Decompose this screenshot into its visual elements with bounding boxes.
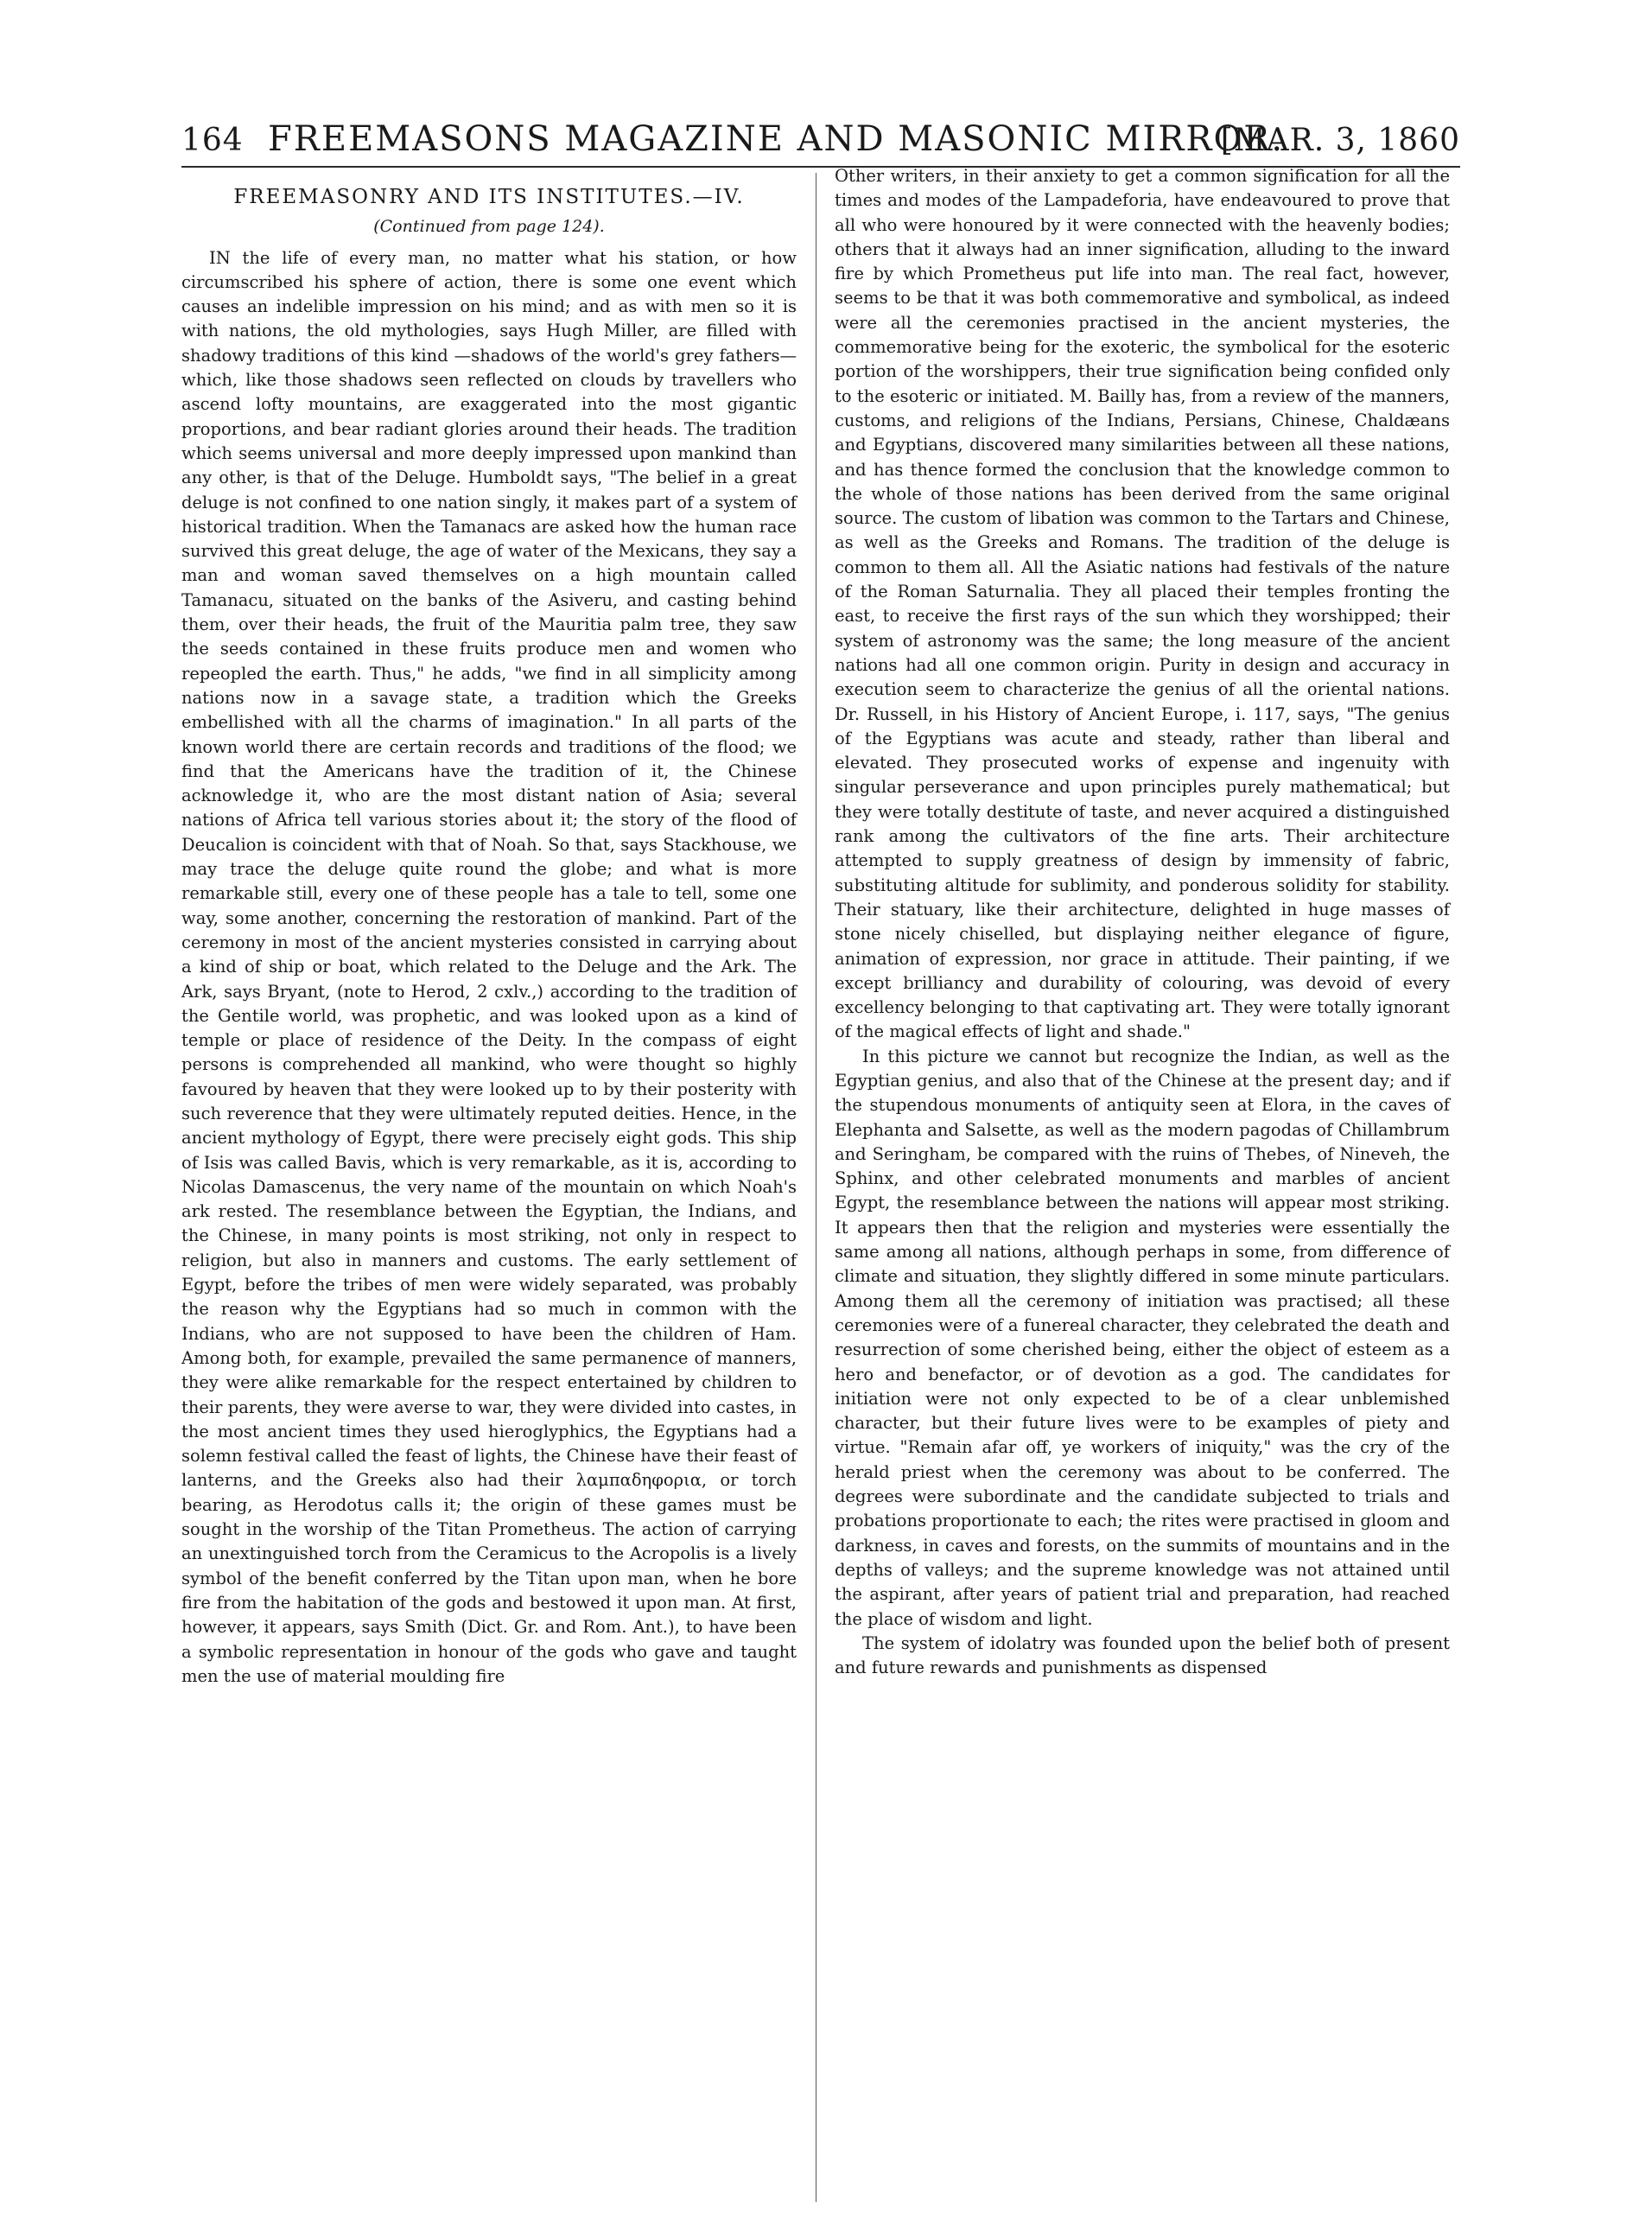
paragraph: In this picture we cannot but recognize the Indian, as well as the Egyptian genius, and also that of the Chinese at the present day; and if the stupendous monuments of antiquity seen at Elora, in the caves of Elephanta and Salsette, as well as the modern pagodas of Chillambrum and Seringham, be compared with the ruins of Thebes, of Nineveh, the Sphinx, and other celebrated monuments and marbles of ancient Egypt, the resemblance between the nations will appear most striking. It appears then that the religion and mysteries were essentially the same among all nations, although perhaps in some, from difference of climate and situation, they slightly differed in some minute particulars. Among them all the ceremony of initiation was practised; all these ceremonies were of a funereal character, they celebrated the death and resurrection of some cherished being, either the object of esteem as a hero and benefactor, or of devotion as a god. The candidates for initiation were not only expected to be of a clear unblemished character, but their future lives were to be examples of piety and virtue. "Remain afar off, ye workers of iniquity," was the cry of the herald priest when the ceremony was about to be conferred. The degrees were subordinate and the candidate subjected to trials and probations proportionate to each; the rites were practised in gloom and darkness, in caves and forests, on the summits of mountains and in the depths of valleys; and the supreme knowledge was not attained until the aspirant, after years of patient trial and preparation, had reached the place of wisdom and light.	[835, 1046, 1450, 1629]
continued-note: (Continued from page 124).	[373, 217, 605, 237]
paragraph: Other writers, in their anxiety to get a common signification for all the times and modes of the Lampadeforia, have endeavoured to prove that all who were honoured by it were connected with the heavenly bodies; others that it always had an inner signification, alluding to the inward fire by which Prometheus put life into man. The real fact, however, seems to be that it was both commemorative and symbolical, as indeed were all the ceremonies practised in the ancient mysteries, the commemorative being for the exoteric, the symbolical for the esoteric portion of the worshippers, their true signification being confided only to the esoteric or initiated. M. Bailly has, from a review of the manners, customs, and religions of the Indians, Persians, Chinese, Chaldæans and Egyptians, discovered many similarities between all these nations, and has thence formed the conclusion that the knowledge common to the whole of those nations has been derived from the same original source. The custom of libation was common to the Tartars and Chinese, as well as the Greeks and Romans. The tradition of the deluge is common to them all. All the Asiatic nations had festivals of the nature of the Roman Saturnalia. They all placed their temples fronting the east, to receive the first rays of the sun which they worshipped; their system of astronomy was the same; the long measure of the ancient nations had all one common origin. Purity in design and accuracy in execution seem to characterize the genius of all the oriental nations. Dr. Russell, in his History of Ancient Europe, i. 117, says, "The genius of the Egyptians was acute and steady, rather than liberal and elevated. They prosecuted works of expense and ingenuity with singular perseverance and upon principles purely mathematical; but they were totally destitute of taste, and never acquired a distinguished rank among the cultivators of the fine arts. Their architecture attempted to supply greatness of design by immensity of fabric, substituting altitude for sublimity, and ponderous solidity for stability. Their statuary, like their architecture, delighted in huge masses of stone nicely chiselled, but displaying neither elegance of figure, animation of expression, nor grace in attitude. Their painting, if we except brilliancy and durability of colouring, was devoid of every excellency belonging to that captivating art. They were totally ignorant of the magical effects of light and shade."	[835, 166, 1450, 1042]
article-title: FREEMASONRY AND ITS INSTITUTES.—IV.	[233, 186, 745, 208]
paragraph: The system of idolatry was founded upon the belief both of present and future rewards and punishments as dispensed	[835, 1632, 1450, 1678]
page-header	[181, 111, 1460, 168]
article-columns	[181, 166, 1460, 2202]
page-number: 164	[181, 123, 244, 158]
left-column	[181, 178, 797, 1689]
paragraph: IN the life of every man, no matter what his station, or how circumscribed his sphere of action, there is some one event which causes an indelible impression on his mind; and as with men so it is with nations, the old mythologies, says Hugh Miller, are filled with shadowy traditions of this kind —shadows of the world's grey fathers—which, like those shadows seen reflected on clouds by travellers who ascend lofty mountains, are exaggerated into the most gigantic proportions, and bear radiant glories around their heads. The tradition which seems universal and more deeply impressed upon mankind than any other, is that of the Deluge. Humboldt says, "The belief in a great deluge is not confined to one nation singly, it makes part of a system of historical tradition. When the Tamanacs are asked how the human race survived this great deluge, the age of water of the Mexicans, they say a man and woman saved themselves on a high mountain called Tamanacu, situated on the banks of the Asiveru, and casting behind them, over their heads, the fruit of the Mauritia palm tree, they saw the seeds contained in these fruits produce men and women who repeopled the earth. Thus," he adds, "we find in all simplicity among nations now in a savage state, a tradition which the Greeks embellished with all the charms of imagination." In all parts of the known world there are certain records and traditions of the flood; we find that the Americans have the tradition of it, the Chinese acknowledge it, who are the most distant nation of Asia; several nations of Africa tell various stories about it; the story of the flood of Deucalion is coincident with that of Noah. So that, says Stackhouse, we may trace the deluge quite round the globe; and what is more remarkable still, every one of these people has a tale to tell, some one way, some another, concerning the restoration of mankind. Part of the ceremony in most of the ancient mysteries consisted in carrying about a kind of ship or boat, which related to the Deluge and the Ark. The Ark, says Bryant, (note to Herod, 2 cxlv.,) according to the tradition of the Gentile world, was prophetic, and was looked upon as a kind of temple or place of residence of the Deity. In the compass of eight persons is comprehended all mankind, who were thought so highly favoured by heaven that they were looked up to by their posterity with such reverence that they were ultimately reputed deities. Hence, in the ancient mythology of Egypt, there were precisely eight gods. This ship of Isis was called Bavis, which is very remarkable, as it is, according to Nicolas Damascenus, the very name of the mountain on which Noah's ark rested. The resemblance between the Egyptian, the Indians, and the Chinese, in many points is most striking, not only in respect to religion, but also in manners and customs. The early settlement of Egypt, before the tribes of men were widely separated, was probably the reason why the Egyptians had so much in common with the Indians, who are not supposed to have been the children of Ham. Among both, for example, prevailed the same permanence of manners, they were alike remarkable for the respect entertained by children to their parents, they were averse to war, they were divided into castes, in the most ancient times they used hieroglyphics, the Egyptians had a solemn festival called the feast of lights, the Chinese have their feast of lanterns, and the Greeks also had their λαμπαδηφορια, or torch bearing, as Herodotus calls it; the origin of these games must be sought in the worship of the Titan Prometheus. The action of carrying an unextinguished torch from the Ceramicus to the Acropolis is a lively symbol of the benefit conferred by the Titan upon man, when he bore fire from the habitation of the gods and bestowed it upon man. At first, however, it appears, says Smith (Dict. Gr. and Rom. Ant.), to have been a symbolic representation in honour of the gods who gave and taught men the use of material moulding fire	[181, 247, 797, 1686]
issue-date: [MAR. 3, 1860	[1220, 123, 1460, 158]
newspaper-page	[181, 111, 1460, 2202]
right-column	[835, 164, 1450, 1680]
masthead-title: FREEMASONS MAGAZINE AND MASONIC MIRROR.	[268, 119, 1285, 159]
